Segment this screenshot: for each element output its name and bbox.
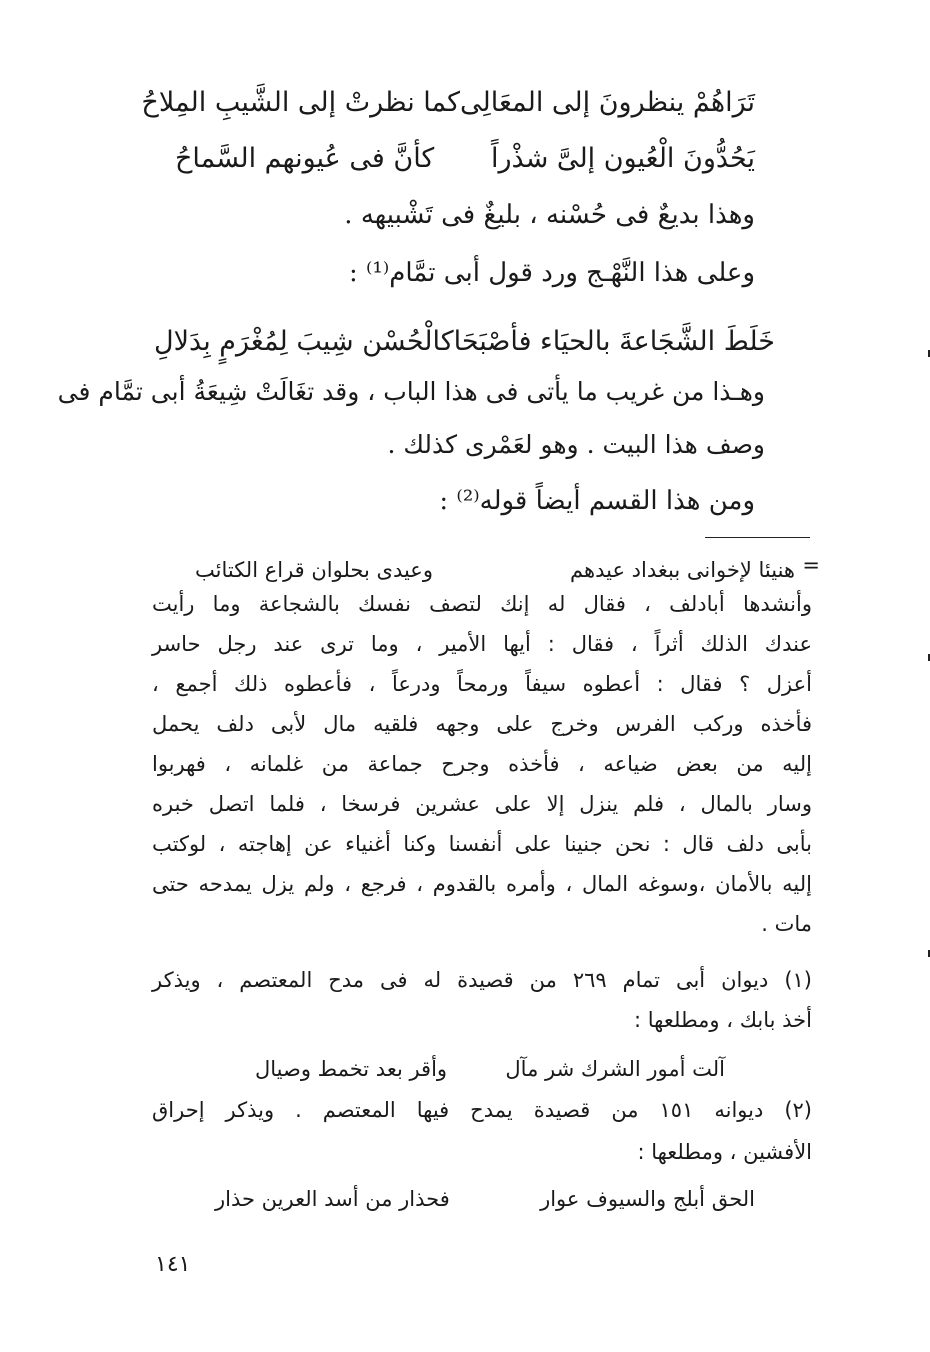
verse-2-first-hemistich: يَحُدُّونَ الْعُيون إلىَّ شذْراً xyxy=(491,142,755,174)
footnote-1-line-1: (١) ديوان أبى تمام ٢٦٩ من قصيدة له فى مدح المعتصم ، ويذكر xyxy=(152,968,812,992)
footnote-2-verse-second: فحذار من أسد العرين حذار xyxy=(215,1187,450,1211)
verse-1-second-hemistich: كما نظرتْ إلى الشَّيبِ المِلاحُ xyxy=(141,86,460,118)
footnote-1-line-2: أخذ بابك ، ومطلعها : xyxy=(634,1008,812,1032)
footnote-line-6: وسار بالمال ، فلم ينزل إلا على عشرين فرسخا ، فلما اتصل خبره xyxy=(152,792,812,816)
paragraph-line-1: وهـذا من غريب ما يأتى فى هذا الباب ، وقد تغَالَتْ شِيعَةُ أبى تمَّام فى xyxy=(57,377,765,406)
verse-1-first-hemistich: تَرَاهُمْ ينظرونَ إلى المعَالِى xyxy=(460,86,755,118)
footnote-continuation-marker: = xyxy=(802,553,820,577)
footnote-line-3: أعزل ؟ فقال : أعطوه سيفاً ورمحاً ودرعاً ، فأعطوه ذلك أجمع ، xyxy=(152,672,812,696)
commentary-line-qism: ومن هذا القسم أيضاً قوله⁽²⁾ : xyxy=(439,486,755,516)
footnote-line-1: وأنشدها أبادلف ، فقال له إنك لتصف نفسك بالشجاعة وما رأيت xyxy=(152,592,812,616)
footnote-line-7: بأبى دلف قال : نحن جنينا على أنفسنا وكنا أغنياء عن إهاجته ، لوكتب xyxy=(152,832,812,856)
footnote-2-line-2: الأفشين ، ومطلعها : xyxy=(637,1140,812,1164)
footnote-line-2: عندك الذلك أثراً ، فقال : أيها الأمير ، وما ترى عند رجل حاسر xyxy=(152,632,812,656)
poem-verse-3 xyxy=(154,316,775,366)
footnote-line-8: إليه بالأمان ،وسوغه المال ، وأمره بالقدوم ، فرجع ، ولم يزل يمدحه حتى xyxy=(152,872,812,896)
footnote-verse-second: وعيدى بحلوان قراع الكتائب xyxy=(195,558,433,582)
poem-verse-1 xyxy=(141,78,755,126)
footnote-line-9: مات . xyxy=(761,912,812,936)
commentary-line-abu-tammam: وعلى هذا النَّهْـج ورد قول أبى تمَّام⁽¹⁾ : xyxy=(349,258,755,288)
verse-3-first-hemistich: خَلَطَ الشَّجَاعةَ بالحيَاء فأصْبَحَا xyxy=(453,325,775,357)
footnote-verse xyxy=(195,553,795,587)
footnote-1-verse-first: آلت أمور الشرك شر مآل xyxy=(505,1057,725,1081)
footnote-2-verse-first: الحق أبلج والسيوف عوار xyxy=(540,1187,755,1211)
poem-verse-2 xyxy=(175,134,755,182)
verse-2-second-hemistich: كأنَّ فى عُيونهم السَّماحُ xyxy=(175,142,435,174)
footnote-line-5: إليه من بعض ضياعه ، فأخذه وجرح جماعة من غلمانه ، فهربوا xyxy=(152,752,812,776)
footnote-2-line-1: (٢) ديوانه ١٥١ من قصيدة يمدح فيها المعتصم . ويذكر إحراق xyxy=(152,1098,812,1122)
footnote-verse-first: هنيئا لإخوانى ببغداد عيدهم xyxy=(570,558,795,582)
verse-3-second-hemistich: كالْحُسْن شِيبَ لِمُغْرَمٍ بِدَلالِ xyxy=(154,325,454,357)
footnote-1-verse-second: وأقر بعد تخمط وصيال xyxy=(255,1057,448,1081)
commentary-line-beauty: وهذا بديعٌ فى حُسْنه ، بليغٌ فى تَشْبيهه . xyxy=(344,200,755,230)
page-number: ١٤١ xyxy=(155,1252,191,1277)
footnote-2-verse xyxy=(215,1182,755,1216)
footnote-separator xyxy=(705,537,810,538)
footnote-1-verse xyxy=(255,1052,725,1086)
paragraph-line-2: وصف هذا البيت . وهو لعَمْرى كذلك . xyxy=(387,430,765,459)
footnote-line-4: فأخذه وركب الفرس وخرج على وجهه فلقيه مال لأبى دلف يحمل xyxy=(152,712,812,736)
